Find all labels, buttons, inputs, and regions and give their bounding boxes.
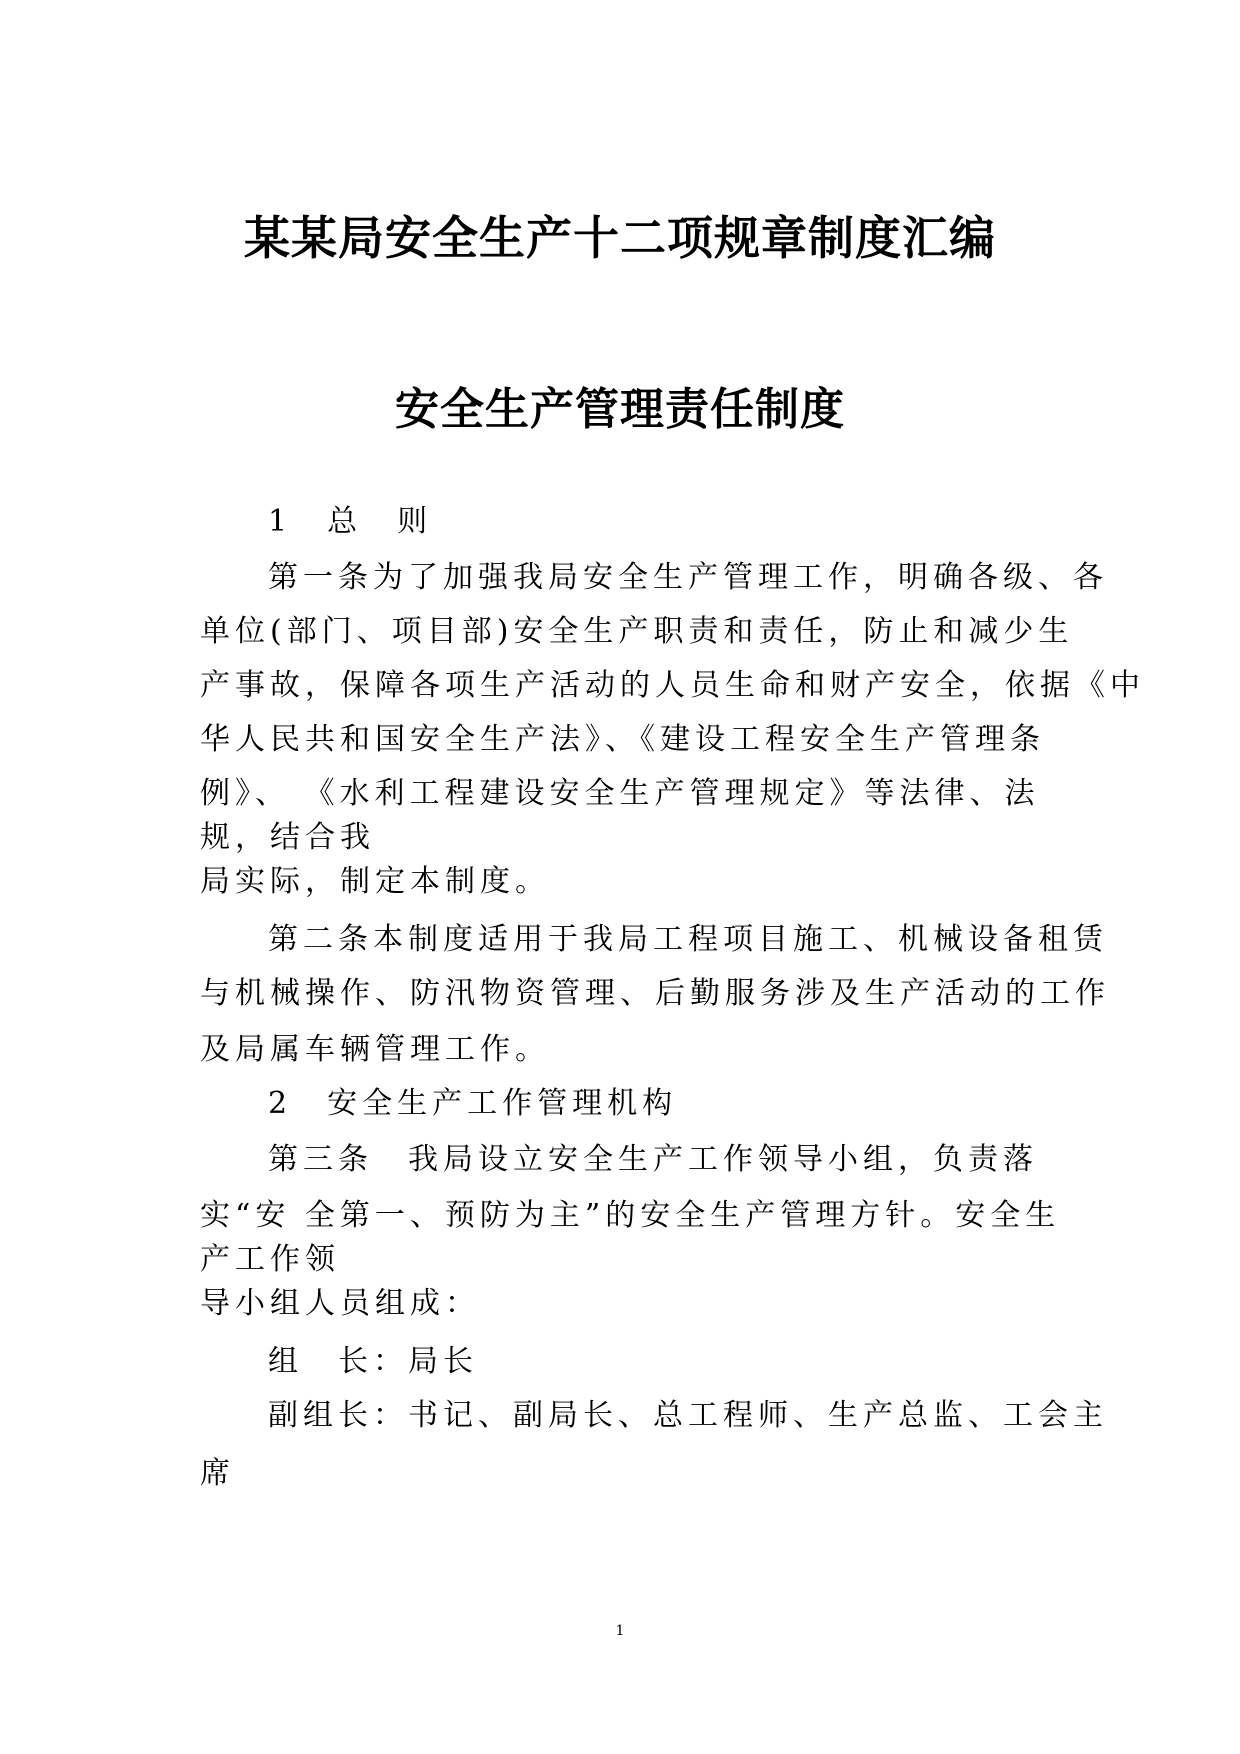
body-text-line: 例》、 《水利工程建设安全生产管理规定》等法律、法 xyxy=(200,776,1040,811)
document-title: 某某局安全生产十二项规章制度汇编 xyxy=(244,211,996,265)
body-text-line: 单位(部门、项目部)安全生产职责和责任，防止和减少生 xyxy=(200,614,1074,649)
section-title: 安全生产管理责任制度 xyxy=(395,384,845,435)
body-text-line: 第一条为了加强我局安全生产管理工作，明确各级、各 xyxy=(268,560,1108,595)
body-text-line: 局实际，制定本制度。 xyxy=(200,864,550,899)
body-text-line: 及局属车辆管理工作。 xyxy=(200,1032,550,1067)
body-text-line: 华人民共和国安全生产法》、《建设工程安全生产管理条 xyxy=(200,722,1045,757)
body-text-line: 产工作领 xyxy=(200,1242,340,1277)
body-text-line: 组 长：局长 xyxy=(268,1344,478,1379)
body-text-line: 第二条本制度适用于我局工程项目施工、机械设备租赁 xyxy=(268,922,1108,957)
body-text-line: 第三条 我局设立安全生产工作领导小组，负责落 xyxy=(268,1142,1038,1177)
body-text-line: 与机械操作、防汛物资管理、后勤服务涉及生产活动的工作 xyxy=(200,976,1110,1011)
body-text-line: 实“安 全第一、预防为主”的安全生产管理方针。安全生 xyxy=(200,1198,1061,1233)
body-text-line: 产事故，保障各项生产活动的人员生命和财产安全，依据《中 xyxy=(200,668,1145,703)
body-text-line: 席 xyxy=(200,1456,235,1491)
chapter-heading-general: 1 总 则 xyxy=(268,504,433,539)
body-text-line: 副组长：书记、副局长、总工程师、生产总监、工会主 xyxy=(268,1398,1108,1433)
chapter-heading-organization: 2 安全生产工作管理机构 xyxy=(268,1086,678,1121)
body-text-line: 导小组人员组成： xyxy=(200,1286,480,1321)
page-number: 1 xyxy=(615,1623,625,1639)
body-text-line: 规，结合我 xyxy=(200,820,375,855)
